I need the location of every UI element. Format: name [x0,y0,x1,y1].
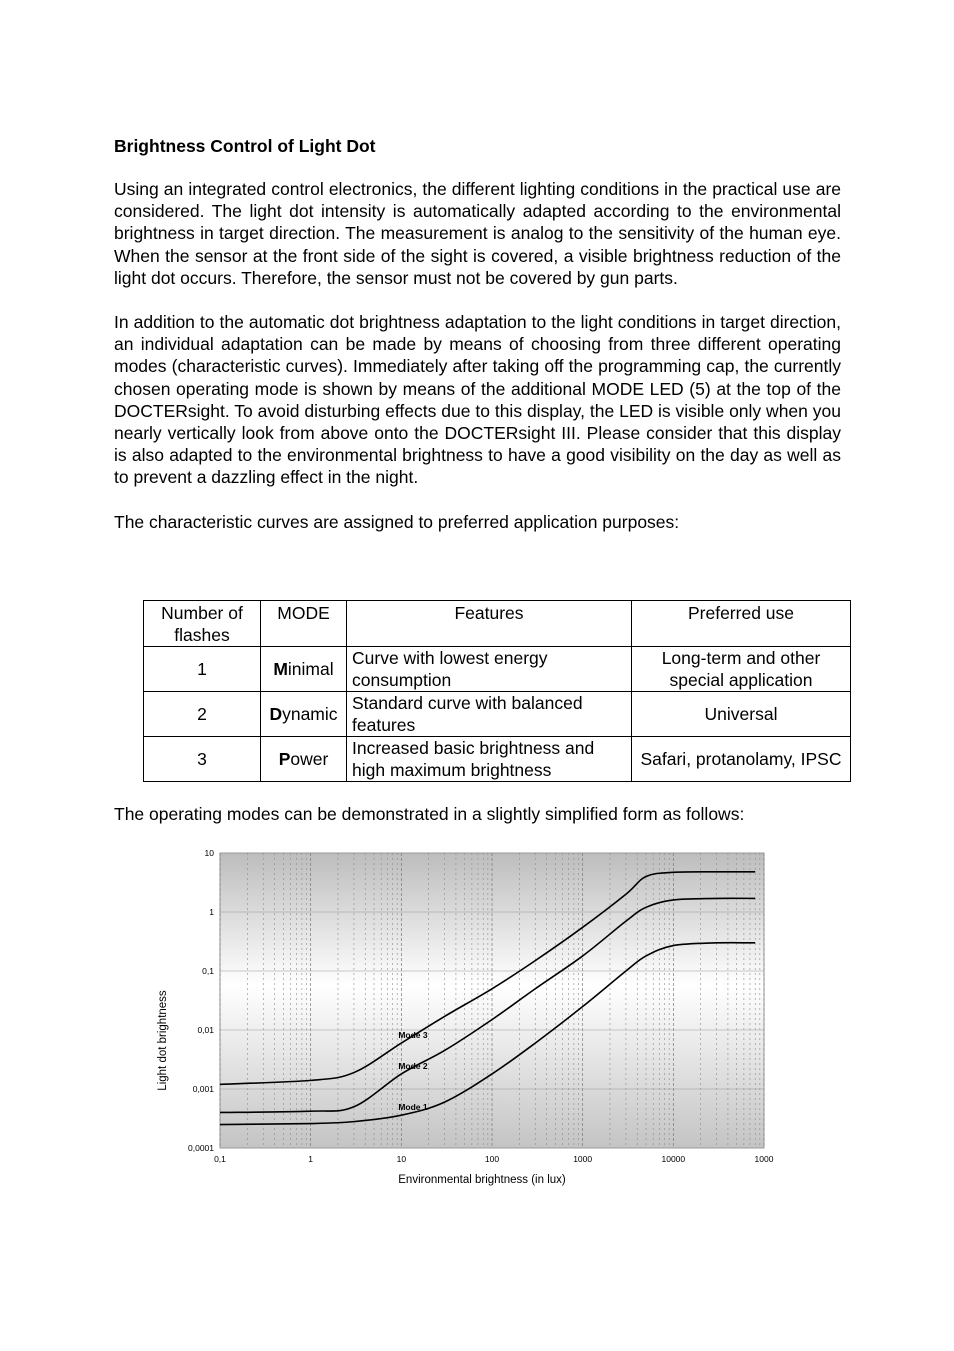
x-tick-label: 100 [484,1154,500,1164]
header-mode: MODE [261,601,347,647]
cell-features: Increased basic brightness and high maximum brightness [347,737,632,782]
cell-preferred-use: Universal [632,692,851,737]
cell-features: Curve with lowest energy consumption [347,647,632,692]
cell-mode [261,737,347,782]
paragraph-demo: The operating modes can be demonstrated in a slightly simplified form as follows: [114,804,745,824]
brightness-chart [150,840,780,1190]
x-tick-label: 0,1 [214,1154,226,1164]
x-axis-label: Environmental brightness (in lux) [398,1174,566,1186]
cell-preferred-use: Safari, protanolamy, IPSC [632,737,851,782]
series-annotation: Mode 1 [398,1102,428,1113]
y-tick-label: 0,0001 [188,1143,214,1153]
paragraph-modes: In addition to the automatic dot brightness adaptation to the light conditions in target direction, an individual adaptation can be made by means of choosing from three different operating modes (characteristic curves). Immediately after taking off the programming cap, the currently chosen operating mode is shown by means of the additional MODE LED (5) at the top of the DOCTERsight. To avoid disturbing effects due to this display, the LED is visible only when you nearly vertically look from above onto the DOCTERsight III. Please consider that this display is also adapted to the environmental brightness to have a good visibility on the day as well as to prevent a dazzling effect in the night. [114,312,841,488]
y-tick-label: 0,1 [202,966,214,976]
y-tick-label: 0,001 [192,1084,214,1094]
chart-svg [150,840,780,1190]
mode-rest: ynamic [282,704,338,724]
paragraph-intro: Using an integrated control electronics, the different lighting conditions in the practical use are considered. The light dot intensity is automatically adapted according to the environmental brightness in target direction. The measurement is analog to the sensitivity of the human eye. When the sensor at the front side of the sight is covered, a visible brightness reduction of the light dot occurs. Therefore, the sensor must not be covered by gun parts. [114,179,841,288]
mode-initial: M [273,659,288,679]
cell-flashes: 3 [144,737,261,782]
x-tick-label: 1000 [754,1154,774,1164]
table-header-row [144,601,851,647]
cell-mode [261,692,347,737]
cell-features: Standard curve with balanced features [347,692,632,737]
mode-rest: ower [290,749,329,769]
y-tick-label: 0,01 [197,1025,214,1035]
table-row [144,737,851,782]
y-tick-label: 10 [204,848,214,858]
page-title: Brightness Control of Light Dot [114,136,376,156]
header-flashes: Number of flashes [144,601,261,647]
x-tick-label: 1000 [573,1154,593,1164]
mode-initial: D [269,704,283,724]
mode-initial: P [278,749,291,769]
x-tick-label: 10000 [661,1154,686,1164]
x-tick-label: 10 [396,1154,407,1164]
series-annotation: Mode 3 [398,1030,428,1041]
paragraph-curves: The characteristic curves are assigned to preferred application purposes: [114,511,680,532]
x-tick-label: 1 [308,1154,314,1164]
y-axis-label: Light dot brightness [157,990,169,1091]
document-body [114,134,841,555]
modes-table [143,600,851,782]
cell-flashes: 1 [144,647,261,692]
cell-preferred-use: Long-term and other special application [632,647,851,692]
cell-flashes: 2 [144,692,261,737]
cell-mode [261,647,347,692]
header-preferred-use: Preferred use [632,601,851,647]
mode-rest: inimal [287,659,334,679]
header-features: Features [347,601,632,647]
series-annotation: Mode 2 [398,1060,428,1071]
y-tick-label: 1 [209,907,214,917]
table-row [144,692,851,737]
table-row [144,647,851,692]
